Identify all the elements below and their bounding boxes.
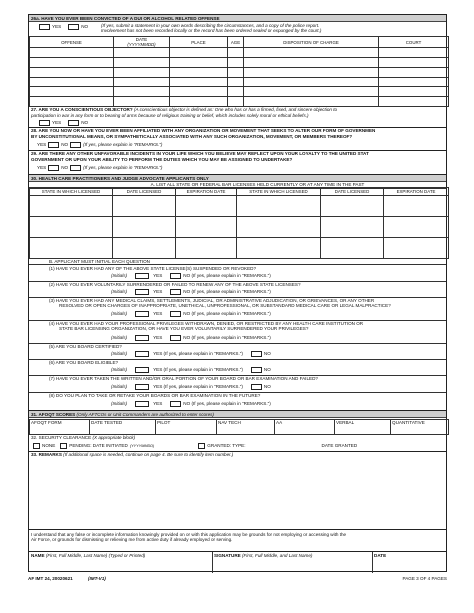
q31-title: 31. AFOQT SCORES <box>31 411 76 417</box>
q30-2-no-label: NO (If yes, please explain in "REMARKS.") <box>183 289 271 295</box>
q30-7-yes-label: YES (If yes, please explain in "REMARKS.") <box>153 384 243 390</box>
col-disposition: DISPOSITION OF CHARGE <box>244 37 379 48</box>
section-33 <box>29 452 446 530</box>
table-row[interactable] <box>30 48 449 58</box>
q29-note: (If yes, please explain in "REMARKS.") <box>83 165 163 171</box>
q30-7-no-label: NO <box>263 384 271 390</box>
q30-5-initials-label: (Initials) <box>111 351 128 357</box>
table-row[interactable] <box>30 77 449 87</box>
q30-6-initials-label: (Initials) <box>111 367 128 373</box>
aa-cell[interactable]: AA <box>275 420 335 435</box>
q30-b-title: B. APPLICANT MUST INITIAL EACH QUESTION <box>29 259 446 265</box>
q29-no-label: NO <box>61 165 69 171</box>
page-number: PAGE 3 OF 4 PAGES <box>402 576 447 581</box>
q30-2-yes-label: YES <box>153 289 163 295</box>
quantitative-cell[interactable]: QUANTITATIVE <box>391 420 449 435</box>
q27-yes-label: YES <box>52 120 62 126</box>
q30-1-no-box[interactable] <box>170 273 181 279</box>
q30-8-initials-box[interactable] <box>135 401 149 407</box>
q30-question-5: (5) ARE YOU BOARD CERTIFIED? (Initials) YES (If yes, please explain in "REMARKS.") NO <box>29 344 446 360</box>
form-version: (IMT-V1) <box>87 576 106 581</box>
afoqt-form-cell[interactable]: AFOQT FORM <box>30 420 90 435</box>
q26a-no-checkbox[interactable] <box>68 24 79 30</box>
q32-pending-checkbox[interactable] <box>60 443 67 449</box>
col-offense: OFFENSE <box>30 37 114 48</box>
table-row[interactable] <box>30 97 449 107</box>
q30-1-initials-box[interactable] <box>135 273 149 279</box>
col-expiration-1: EXPIRATION DATE <box>176 188 237 196</box>
section-27 <box>29 107 446 128</box>
q30-7-initials-box[interactable] <box>135 384 149 390</box>
cert-line2: Air Force, or grounds for dismissing or relieving me from active duty if already employed or serving. <box>31 537 233 543</box>
q28-yes-label: YES <box>37 142 47 148</box>
q32-date-granted-label: DATE GRANTED <box>321 443 358 449</box>
q27-yes-checkbox[interactable] <box>39 120 50 126</box>
q26a-yes-label: YES <box>52 24 62 30</box>
q31-note: (Only AFTCOs or Unit Commanders are authorized to enter scores) <box>76 411 214 417</box>
certification <box>29 530 446 552</box>
q28-no-label: NO <box>61 142 69 148</box>
form-page <box>28 14 447 572</box>
q30-6-yes-label: YES (If yes, please explain in "REMARKS.") <box>153 367 243 373</box>
q30-3-initials-box[interactable] <box>135 311 149 317</box>
q30-4-no-box[interactable] <box>170 335 181 341</box>
q30-8-yes-label: YES <box>153 401 163 407</box>
q27-no-label: NO <box>81 120 89 126</box>
q32-note: (X appropriate block) <box>92 435 136 440</box>
verbal-cell[interactable]: VERBAL <box>335 420 391 435</box>
q28-note: (If yes, please explain in "REMARKS.") <box>83 142 163 148</box>
q33-title: 33. REMARKS <box>31 452 62 457</box>
date-label: DATE <box>374 553 387 558</box>
q32-title: 32. SECURITY CLEARANCE <box>31 435 92 440</box>
section-26a-title: 26a. HAVE YOU EVER BEEN CONVICTED OF A DUI OR ALCOHOL RELATED OFFENSE <box>29 15 446 22</box>
col-state-1: STATE IN WHICH LICENSED <box>30 188 113 196</box>
q29-yes-label: YES <box>37 165 47 171</box>
q26a-note-line2: Involvement has not been recorded locally or the record has been ordered sealed or expunged by the court.) <box>101 28 322 34</box>
nav-tech-cell[interactable]: NAV TECH <box>217 420 275 435</box>
table-row[interactable] <box>30 67 449 77</box>
q30-4-initials-label: (Initials) <box>111 335 128 341</box>
q28-text2: BY UNCONSTITUTIONAL MEANS, OR SYMPATHETICALLY ASSOCIATED WITH ANY SUCH ORGANIZATION, MOVEMENT, OR MEMBERS THEREOF? <box>31 133 353 139</box>
q32-granted-checkbox[interactable] <box>198 443 205 449</box>
q32-granted-label: GRANTED: TYPE: <box>207 443 246 449</box>
q30-4-initials-box[interactable] <box>135 335 149 341</box>
q30-title: 30. HEALTH CARE PRACTITIONERS AND JUDGE ADVOCATE APPLICANTS ONLY <box>29 175 446 182</box>
q28-text1: 28. ARE YOU NOW OR HAVE YOU EVER BEEN AFFILIATED WITH ANY ORGANIZATION OR MOVEMENT THAT SEEKS TO ALTER OUR FORM OF GOVERNMEN <box>31 128 376 134</box>
signature-note: (First, Full Middle, and Last Name) <box>242 553 313 558</box>
name-field[interactable] <box>29 552 212 573</box>
q30-question-6: (6) ARE YOU BOARD ELIGIBLE? (Initials) YES (If yes, please explain in "REMARKS.") NO <box>29 360 446 376</box>
q33-note: (If additional space is needed, continue on page 4. Be sure to identify item number.) <box>63 452 234 457</box>
q30-question-8: (8) DO YOU PLAN TO TAKE OR RETAKE YOUR BOARDS OR BAR EXAMINATION IN THE FUTURE? (Initials) YES NO (If yes, please explain in "REMARKS.") <box>49 393 271 407</box>
col-date-licensed-2: DATE LICENSED <box>321 188 384 196</box>
q27-no-checkbox[interactable] <box>68 120 79 126</box>
q27-title: 27. ARE YOU A CONSCIENTIOUS OBJECTOR? <box>31 107 133 113</box>
q30-5-no-label: NO <box>263 351 271 357</box>
q30-5-initials-box[interactable] <box>135 351 149 357</box>
q30-7-initials-label: (Initials) <box>111 384 128 390</box>
q26a-yes-checkbox[interactable] <box>39 24 50 30</box>
q30-2-no-box[interactable] <box>170 289 181 295</box>
pilot-cell[interactable]: PILOT <box>156 420 217 435</box>
q30-question-1: (1) HAVE YOU EVER HAD ANY OF THE ABOVE STATE LICENSE(S) SUSPENDED OR REVOKED? (Initials) YES NO (If yes, please explain in "REMARKS.") <box>29 266 446 282</box>
q32-pending-label: PENDING: DATE INITIATED <box>69 443 128 449</box>
q32-pending-format: (YYYYMMDD) <box>129 443 155 448</box>
q30-3-initials-label: (Initials) <box>111 311 128 317</box>
q29-no-checkbox[interactable] <box>70 165 81 171</box>
table-row[interactable] <box>30 196 449 217</box>
q30-8-no-label: NO (If yes, please explain in "REMARKS.") <box>183 401 271 407</box>
q30-1-yes-label: YES <box>153 273 163 279</box>
col-date-licensed-1: DATE LICENSED <box>113 188 176 196</box>
col-place: PLACE <box>170 37 228 48</box>
section-30 <box>29 175 446 411</box>
form-id: AF IMT 24, 20020621 <box>28 576 73 581</box>
signature-field[interactable] <box>212 552 372 573</box>
q30-8-initials-label: (Initials) <box>111 401 128 407</box>
q30-6-initials-box[interactable] <box>135 367 149 373</box>
q28-yes-checkbox[interactable] <box>48 142 59 148</box>
q30-6-no-label: NO <box>263 367 271 373</box>
col-expiration-2: EXPIRATION DATE <box>384 188 449 196</box>
q28-no-checkbox[interactable] <box>70 142 81 148</box>
table-row[interactable] <box>30 238 449 259</box>
q26a-no-label: NO <box>81 24 89 30</box>
q26a-note-line1: (If yes, submit a statement in your own words describing the circumstances, and a copy of the police report. <box>101 23 320 28</box>
q30-6-no-box[interactable] <box>251 367 262 373</box>
q30-8-no-box[interactable] <box>170 401 181 407</box>
signature-label: SIGNATURE <box>214 553 241 558</box>
name-label: NAME <box>31 553 45 558</box>
date-tested-cell[interactable]: DATE TESTED <box>90 420 156 435</box>
q30-question-7: (7) HAVE YOU EVER TAKEN THE WRITTEN AND/OR ORAL PORTION OF YOUR BOARD OR BAR EXAMINATION AND FAILED? (Initials) YES (If yes, please explain in "REMARKS.") NO <box>29 376 446 393</box>
name-note: (First, Full Middle, Last Name) (Typed or Printed) <box>45 553 146 558</box>
q31-scores-table <box>29 419 449 435</box>
q30-3-no-label: NO (If yes, please explain in "REMARKS.") <box>183 311 271 317</box>
signature-row <box>29 552 446 573</box>
q30-question-4: (4) HAVE YOU EVER HAD YOUR PROFESSIONAL PRIVILEGES WITHDRAWN, DENIED, OR RESTRICTED BY ANY HEALTH CARE INSTITUTION OR STATE BAR LICENSING ORGANIZATION, OR HAVE YOU EVER VOLUNTARILY SURRENDERED YOUR PRIVILEGES? (Initials) YES NO (If yes, please explain in "REMARKS.") <box>29 321 446 344</box>
cert-line1: I understand that any false or incomplete information knowingly provided on or with this application may be grounds for not employing or accessing with the <box>31 532 347 537</box>
section-32 <box>29 435 446 452</box>
q30-2-initials-box[interactable] <box>135 289 149 295</box>
page-footer <box>28 576 447 581</box>
q30-3-no-box[interactable] <box>170 311 181 317</box>
q30-4-yes-label: YES <box>153 335 163 341</box>
table-row[interactable] <box>30 217 449 238</box>
q30-2-initials-label: (Initials) <box>111 289 128 295</box>
q32-none-checkbox[interactable] <box>33 443 40 449</box>
section-31 <box>29 411 446 435</box>
q29-text2: GOVERNMENT OR UPON YOUR ABILITY TO PERFORM THE DUTIES WHICH YOU MAY BE ASSIGNED TO UNDERTAKE? <box>31 156 293 162</box>
q30-question-2: (2) HAVE YOU EVER VOLUNTARILY SURRENDERED OR FAILED TO RENEW ANY OF THE ABOVE STATE LICENSES? (Initials) YES NO (If yes, please explain in "REMARKS.") <box>29 282 446 298</box>
q27-text1: (A conscientious objector is defined as: One who has or has a firmed, fixed, and sincere objection to <box>133 107 338 113</box>
q30-4-no-label: NO (If yes, please explain in "REMARKS.") <box>183 335 271 341</box>
section-29 <box>29 151 446 175</box>
col-court: COURT <box>379 37 449 48</box>
q29-text1: 29. ARE THERE ANY OTHER UNFAVORABLE INCIDENTS IN YOUR LIFE WHICH YOU BELIEVE MAY REFLECT UPON YOUR LOYALTY TO THE UNITED STAT <box>31 151 369 157</box>
q30-license-table <box>29 187 449 259</box>
col-age: AGE <box>228 37 244 48</box>
q30-question-3: (3) HAVE YOU EVER HAD ANY MEDICAL CLAIMS, SETTLEMENTS, JUDICIAL, OR ADMINISTRATIVE ADJUDICATION, OR GRIEVANCES, OR ANY OTHER RESOLVED OR OPEN CHARGES OF INAPPROPRIATE, UNETHICAL, UNPROFESSIONAL, OR SUBSTANDARD MEDICAL CARE OR LEGAL MALPRACTICE? (Initials) YES NO (If yes, please explain in "REMARKS.") <box>29 298 446 321</box>
q30-5-no-box[interactable] <box>251 351 262 357</box>
q30-7-no-box[interactable] <box>251 384 262 390</box>
q30-3-yes-label: YES <box>153 311 163 317</box>
q30-1-no-label: NO (If yes, please explain in "REMARKS.") <box>183 273 271 279</box>
q30-1-initials-label: (Initials) <box>111 273 128 279</box>
table-row[interactable] <box>30 87 449 97</box>
col-state-2: STATE IN WHICH LICENSED <box>237 188 321 196</box>
date-field[interactable] <box>372 552 448 573</box>
q27-text2: participation in war in any form or to bearing of arms because of religious training or belief, which includes solely moral or ethical beliefs.) <box>31 112 309 118</box>
col-date: DATE (YYYYMMDD) <box>114 37 170 48</box>
section-26a <box>29 15 446 107</box>
section-28 <box>29 128 446 151</box>
q32-none-label: NONE <box>42 443 56 449</box>
remarks-textarea[interactable] <box>29 459 446 529</box>
q26a-offense-table <box>29 36 449 107</box>
q29-yes-checkbox[interactable] <box>48 165 59 171</box>
table-row[interactable] <box>30 57 449 67</box>
q30-a-title: A. LIST ALL STATE OR FEDERAL BAR LICENSES HELD CURRENTLY OR AT ANY TIME IN THE PAST <box>29 182 446 188</box>
q30-5-yes-label: YES (If yes, please explain in "REMARKS.") <box>153 351 243 357</box>
